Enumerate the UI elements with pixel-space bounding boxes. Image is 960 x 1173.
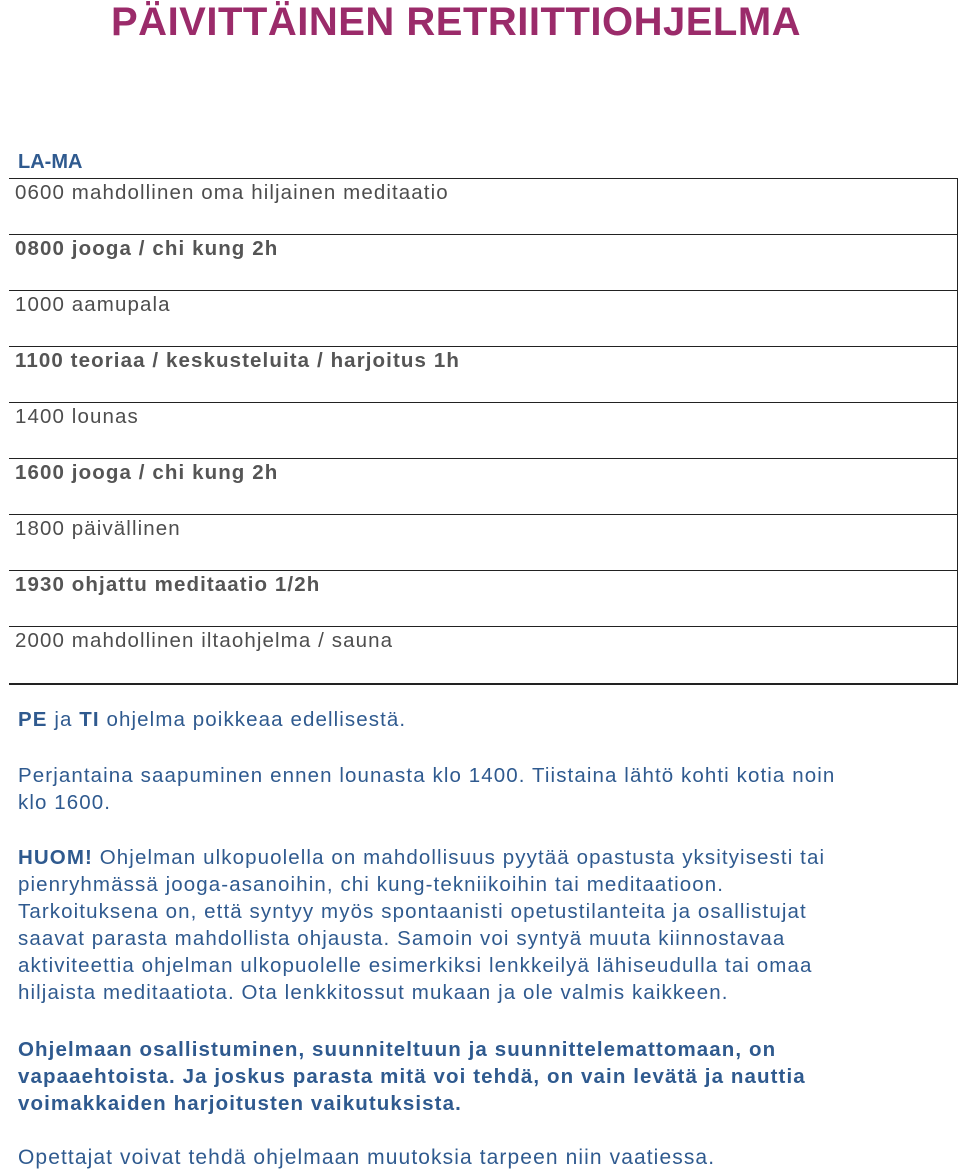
schedule-table (9, 178, 958, 685)
schedule-item: 1000 aamupala (15, 293, 171, 316)
arrival-departure (18, 762, 835, 816)
voluntary-line: vapaaehtoista. Ja joskus parasta mitä voi tehdä, on vain levätä ja nauttia (18, 1065, 806, 1088)
exception-pe: PE (18, 708, 48, 731)
schedule-row (9, 235, 957, 291)
schedule-row (9, 347, 957, 403)
schedule-row (9, 627, 957, 683)
arrival-line: Perjantaina saapuminen ennen lounasta klo 1400. Tiistaina lähtö kohti kotia noin (18, 764, 836, 787)
day-label: LA-MA (18, 151, 83, 173)
note-line: hiljaista meditaatiota. Ota lenkkitossut mukaan ja ole valmis kaikkeen. (18, 981, 729, 1004)
departure-line: klo 1600. (18, 791, 112, 814)
note-label: HUOM! (18, 846, 93, 869)
note-line: Ohjelman ulkopuolella on mahdollisuus pyytää opastusta yksityisesti tai (92, 846, 826, 869)
schedule-item: 2000 mahdollinen iltaohjelma / sauna (15, 629, 394, 652)
voluntary-line: Ohjelmaan osallistuminen, suunniteltuun ja suunnittelemattomaan, on (18, 1038, 777, 1061)
note-paragraph (18, 844, 825, 1006)
exception-note (18, 706, 406, 733)
schedule-item: 1800 päivällinen (15, 517, 181, 540)
schedule-item: 1930 ohjattu meditaatio 1/2h (15, 573, 321, 596)
schedule-item: 0800 jooga / chi kung 2h (15, 237, 279, 260)
schedule-item: 1400 lounas (15, 405, 139, 428)
note-line: aktiviteettia ohjelman ulkopuolelle esimerkiksi lenkkeilyä lähiseudulla tai omaa (18, 954, 813, 977)
exception-rest: ohjelma poikkeaa edellisestä. (99, 708, 407, 731)
voluntary-paragraph (18, 1036, 806, 1117)
schedule-row (9, 179, 957, 235)
exception-ja: ja (47, 708, 80, 731)
schedule-row (9, 459, 957, 515)
schedule-item: 1100 teoriaa / keskusteluita / harjoitus 1h (15, 349, 460, 372)
schedule-row (9, 571, 957, 627)
exception-ti: TI (79, 708, 100, 731)
note-line: pienryhmässä jooga-asanoihin, chi kung-tekniikoihin tai meditaatioon. (18, 873, 725, 896)
schedule-row (9, 291, 957, 347)
note-line: saavat parasta mahdollista ohjausta. Samoin voi syntyä muuta kiinnostavaa (18, 927, 786, 950)
page-title: PÄIVITTÄINEN RETRIITTIOHJELMA (111, 0, 802, 44)
schedule-row (9, 515, 957, 571)
schedule-row (9, 403, 957, 459)
schedule-item: 0600 mahdollinen oma hiljainen meditaatio (15, 181, 449, 204)
voluntary-line: voimakkaiden harjoitusten vaikutuksista. (18, 1092, 462, 1115)
note-line: Tarkoituksena on, että syntyy myös spontaanisti opetustilanteita ja osallistujat (18, 900, 807, 923)
schedule-item: 1600 jooga / chi kung 2h (15, 461, 279, 484)
footer-note: Opettajat voivat tehdä ohjelmaan muutoksia tarpeen niin vaatiessa. (18, 1146, 716, 1169)
